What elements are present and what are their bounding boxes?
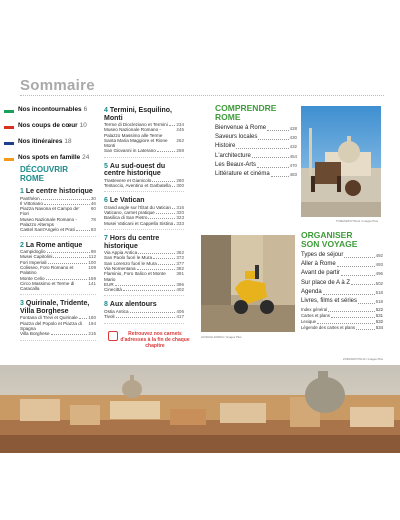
middle-parts [104,107,184,324]
toc-entry-page: 46 [90,200,96,206]
toc-entry-page: 100 [88,259,96,265]
toc-entry-page: 98 [90,249,96,255]
toc-entry-label: Aller à Rome [301,261,336,268]
chapter-block [20,188,96,237]
toc-entry-page: 60 [90,206,96,212]
toc-entry-page: 234 [176,122,184,127]
toc-entry-label: Agenda [301,288,322,295]
toc-entry-label: Avant de partir [301,270,340,277]
chapter-number: 7 [104,235,108,243]
toc-entry-page: 428 [289,126,297,131]
leader-dots [123,287,175,291]
chapter-divider [104,157,184,158]
toc-entry-label: Lexique [301,319,317,325]
toc-entry-page: 518 [375,299,383,305]
toc-entry-label: Fontana di Trevi et Quirinale [20,315,78,321]
chapter-title: Au sud-ouest du centre historique [104,162,166,178]
toc-entry-label: Panthéon [20,195,40,201]
toc-entry-page: 496 [375,271,383,277]
toc-entry-label: Musei Capitolini [20,254,53,260]
leader-dots [317,319,375,324]
vespa-photo [201,235,295,332]
toc-entry-page: 268 [176,148,184,154]
book-icon [108,331,118,341]
organiser-section [301,231,383,331]
leader-dots [41,196,90,200]
legend-label-text: Nos itinéraires [18,138,63,145]
toc-entry-page: 382 [176,265,184,271]
legend-label [18,122,87,129]
toc-entry-label: Via Appia Antica [104,250,138,256]
legend-item [4,138,100,154]
toc-entry-label: Grand angle sur l'État du Vatican [104,204,171,210]
toc-entry-page: 402 [176,287,184,293]
toc-entry-page: 534 [375,325,383,331]
leader-dots [252,152,289,159]
toc-entry[interactable] [20,217,96,228]
toc-entry-page: 518 [375,289,383,295]
leader-dots [153,255,175,259]
leader-dots [331,313,375,318]
toc-entry-label: Les Beaux-Arts [215,161,257,168]
toc-entry-label: San Paolo fuori le Mura [104,255,153,261]
chapter-number: 4 [104,107,108,114]
leader-dots [169,122,176,126]
toc-entry[interactable] [104,271,184,282]
toc-entry-label: Sur place de A à Z [301,279,351,286]
toc-entry-label: Monte Celio [20,275,45,281]
toc-entry-page: 406 [176,308,184,314]
leader-dots [157,148,175,152]
toc-entry[interactable] [301,260,383,269]
toc-entry-label: Villa Borghese [20,331,50,337]
toc-entry-label: Histoire [215,143,236,150]
leader-dots [358,297,375,304]
leader-dots [137,266,176,270]
toc-entry[interactable] [301,288,383,297]
page-title: Sommaire [20,77,95,94]
toc-entry-label: San Giovanni in Laterano [104,148,156,154]
toc-entry[interactable] [104,183,184,188]
toc-entry-page: 362 [176,250,184,256]
chapter-divider [104,229,184,230]
toc-entry-label: Terme di Diocleziano et Termini [104,122,168,127]
toc-entry-label: Ostia Antica [104,308,129,314]
chapter-title: Aux alentours [109,301,157,309]
chapter-title: La Rome antique [25,241,83,249]
toc-entry-page: 160 [88,315,96,321]
toc-entry-label: Via Nomentana [104,265,136,271]
leader-dots [115,282,176,286]
toc-entry-label: Circo Massimo et Terme di Caracalla [20,280,75,292]
chapter-title: Termini, Esquilino, Monti [104,107,173,122]
toc-entry-page: 391 [176,271,184,277]
toc-entry-page: 109 [88,264,96,270]
chapter-block [104,163,184,193]
toc-entry-page: 333 [176,220,184,226]
toc-entry-label: Flaminio, Foro Italico et Monte Mario [104,271,166,282]
photo-credit-3: ZORAN/FOTOLIA / Images Plus [343,357,384,361]
toc-entry[interactable] [215,142,297,151]
toc-entry-label: San Lorenzo fuori le Mura [104,260,157,266]
toc-entry-label: Bienvenue à Rome [215,125,267,131]
chapter-divider [104,295,184,296]
leader-dots [341,269,375,276]
chapter-block [104,235,184,296]
toc-entry-page: 280 [176,177,184,183]
chapter-divider [104,191,184,192]
toc-entry-page: 493 [375,262,383,268]
legend-color-bar [4,110,14,113]
legend-page: 10 [79,122,87,129]
toc-entry[interactable] [104,314,184,319]
legend-label [18,138,72,145]
toc-entry-page: 470 [289,162,297,168]
legend-color-bar [4,126,14,129]
toc-entry-label: Cartes et plans [301,313,330,319]
middle-section [104,102,184,324]
toc-entry-page: 522 [375,307,383,313]
address-note-text: Retrouvez nos carnets d'adresses à la fin de chaque chapitre [120,331,190,349]
toc-entry[interactable] [20,281,96,292]
legend-page: 18 [64,138,72,145]
toc-entry-page: 320 [176,210,184,216]
toc-entry[interactable] [104,148,184,153]
leader-dots [328,307,375,312]
legend [4,106,100,170]
chapter-heading [104,235,184,250]
legend-item [4,106,100,122]
discover-title-line1: DÉCOUVRIR [20,165,69,174]
toc-entry-label: Campidoglio [20,249,46,255]
chapter-divider [104,323,184,324]
legend-label-text: Nos coups de cœur [18,122,78,129]
legend-label [18,106,87,113]
legend-item [4,122,100,138]
toc-entry-label: EUR [104,281,114,287]
toc-entry-label: Littérature et cinéma [215,171,270,178]
organiser-title-line2: SON VOYAGE [301,239,358,249]
toc-entry-label: Basilica di San Pietro [104,215,148,221]
chapter-heading [104,107,184,122]
toc-entry[interactable] [301,251,383,260]
toc-entry[interactable] [104,127,184,138]
discover-title-line2: ROME [20,173,44,183]
leader-dots [116,314,176,318]
toc-entry-label: Types de séjour [301,252,344,258]
chapter-title: Le Vatican [109,197,145,205]
toc-entry-label: Musei Vaticani et Cappella Sistina [104,220,174,226]
toc-entry-label: Fori Imperiali [20,259,47,265]
toc-entry[interactable] [104,287,184,292]
toc-entry[interactable] [20,227,96,232]
toc-entry-page: 300 [176,183,184,189]
legend-page: 6 [83,106,88,113]
leader-dots [236,142,288,149]
toc-entry[interactable] [301,279,383,288]
comprendre-title-line1: COMPRENDRE [215,103,277,113]
chapter-block [104,197,184,230]
toc-entry[interactable] [301,325,383,331]
toc-entry-page: 492 [375,253,383,258]
leader-dots [258,133,288,140]
legend-color-bar [4,142,14,145]
toc-entry-label: Légende des cartes et plans [301,325,355,331]
chapter-title: Hors du centre historique [104,235,160,250]
legend-label-text: Nos spots en famille [18,154,81,161]
toc-entry-page: 323 [176,215,184,221]
toc-entry-label: Saveurs locales [215,134,258,141]
toc-entry-page: 316 [176,204,184,210]
toc-entry-page: 83 [90,227,96,233]
toc-entry[interactable] [104,221,184,226]
chapter-divider [20,236,96,237]
toc-entry-page: 417 [176,314,184,320]
chapter-block [104,301,184,323]
toc-entry-page: 502 [375,280,383,286]
legend-page: 24 [82,154,90,161]
toc-entry-label: Il Vittoriano [20,200,43,206]
comprendre-list [215,124,297,179]
toc-entry-page: 377 [176,260,184,266]
comprendre-title [215,104,297,122]
leader-dots [79,315,88,319]
toc-entry[interactable] [20,321,96,332]
toc-entry-page: 245 [176,127,184,133]
toc-entry-page: 432 [289,144,297,150]
leader-dots [351,279,375,286]
chapter-heading [20,188,96,196]
toc-entry-label: Piazza del Popolo et Piazza di Spagna [20,320,82,332]
toc-entry-label: Vaticano, carnet pratique [104,210,155,216]
leader-dots [130,309,176,313]
chapter-number: 5 [104,162,108,170]
comprendre-section [215,104,297,179]
leader-dots [356,325,375,330]
leader-dots [76,227,90,231]
leader-dots [51,331,88,335]
toc-entry-label: Museo Nazionale Romano - Palazzo Altemps [20,216,77,227]
discover-title [20,166,96,183]
chapter-title: Le centre historique [25,188,93,195]
st-peters-photo [301,106,381,217]
chapter-divider [20,294,96,295]
organiser-title-line1: ORGANISER [301,230,353,240]
chapter-block [20,300,96,340]
toc-entry[interactable] [215,133,297,142]
toc-entry[interactable] [301,297,383,306]
leader-dots [158,261,175,265]
leader-dots [344,251,374,258]
toc-entry-label: Museo Nazionale Romano - Palazzo Massimo alle Terme [104,127,163,138]
chapter-heading [104,301,184,309]
leader-dots [152,178,175,182]
leader-dots [267,124,289,131]
leader-dots [257,161,289,168]
toc-entry-page: 532 [375,319,383,325]
legend-label [18,154,89,161]
leader-dots [47,249,90,253]
toc-entry[interactable] [20,331,96,336]
leader-dots [172,183,176,187]
chapter-divider [20,340,96,341]
toc-entry-label: Livres, films et séries [301,298,358,305]
toc-entry-label: Colisseo, Foro Romano et Palatino [20,264,74,276]
leader-dots [337,260,375,267]
toc-entry[interactable] [20,265,96,276]
chapter-number: 8 [104,301,108,309]
leader-dots [48,260,88,264]
toc-entry-label: Santa Maria Maggiore et Rione Monti [104,137,168,149]
chapter-heading [20,300,96,315]
toc-entry-label: Castel Sant'Angelo et Prati [20,227,75,233]
toc-entry-label: Piazza Navona et Campo de' Fiori [20,206,80,217]
toc-entry-page: 454 [289,153,297,159]
toc-entry[interactable] [215,161,297,170]
toc-entry[interactable] [104,138,184,149]
leader-dots [174,221,175,225]
toc-entry-page: 430 [289,135,297,141]
leader-dots [46,276,88,280]
leader-dots [172,205,175,209]
toc-entry-label: Trastevere et Gianicolo [104,177,152,183]
toc-entry-page: 141 [88,280,96,286]
leader-dots [156,210,176,214]
toc-entry[interactable] [20,206,96,217]
legend-label-text: Nos incontournables [18,106,82,113]
toc-entry-label: L'architecture [215,152,251,159]
comprendre-title-line2: ROME [215,112,241,122]
rome-panorama-photo [0,365,400,453]
leader-dots [148,215,175,219]
toc-entry[interactable] [215,152,297,161]
chapter-number: 3 [20,300,24,308]
leader-dots [271,170,289,177]
chapter-heading [104,197,184,205]
chapter-block [104,107,184,158]
chapter-number: 1 [20,188,24,195]
organiser-title [301,231,383,249]
toc-entry-page: 396 [176,281,184,287]
toc-entry-page: 531 [375,313,383,319]
chapter-number: 2 [20,241,24,249]
chapter-heading [104,163,184,178]
chapter-heading [20,242,96,250]
toc-entry-page: 262 [176,137,184,143]
toc-entry-page: 372 [176,255,184,261]
toc-entry-page: 112 [88,254,96,260]
toc-entry-label: Tivoli [104,314,115,320]
toc-entry-page: 159 [88,275,96,281]
discover-section [20,166,96,341]
address-note [108,331,190,349]
leader-dots [53,254,87,258]
leader-dots [138,250,175,254]
toc-entry[interactable] [215,170,297,179]
leader-dots [323,288,375,295]
photo-credit-2: GUIDUGLI/ANDIA / Images Plus [201,335,242,339]
discover-parts [20,188,96,341]
title-rule [20,95,384,96]
chapter-title: Quirinale, Tridente, Villa Borghese [20,300,90,315]
toc-entry-page: 483 [289,172,297,178]
chapter-number: 6 [104,197,108,205]
toc-entry-label: Cinecittà [104,287,122,293]
toc-entry-page: 30 [90,195,96,201]
toc-entry[interactable] [301,269,383,278]
chapter-block [20,242,96,296]
toc-entry-label: Testaccio, Aventino et Garbatella [104,183,171,189]
legend-color-bar [4,158,14,161]
organiser-list [301,251,383,306]
photo-credit-1: TOMASZ/FOTOLIA / Images Plus [336,219,378,223]
toc-entry-page: 194 [88,320,96,326]
toc-entry-page: 78 [90,216,96,222]
leader-dots [44,201,90,205]
toc-entry-page: 215 [88,331,96,337]
organiser-small-list [301,307,383,331]
toc-entry-label: Index général [301,307,328,313]
toc-entry[interactable] [215,124,297,133]
